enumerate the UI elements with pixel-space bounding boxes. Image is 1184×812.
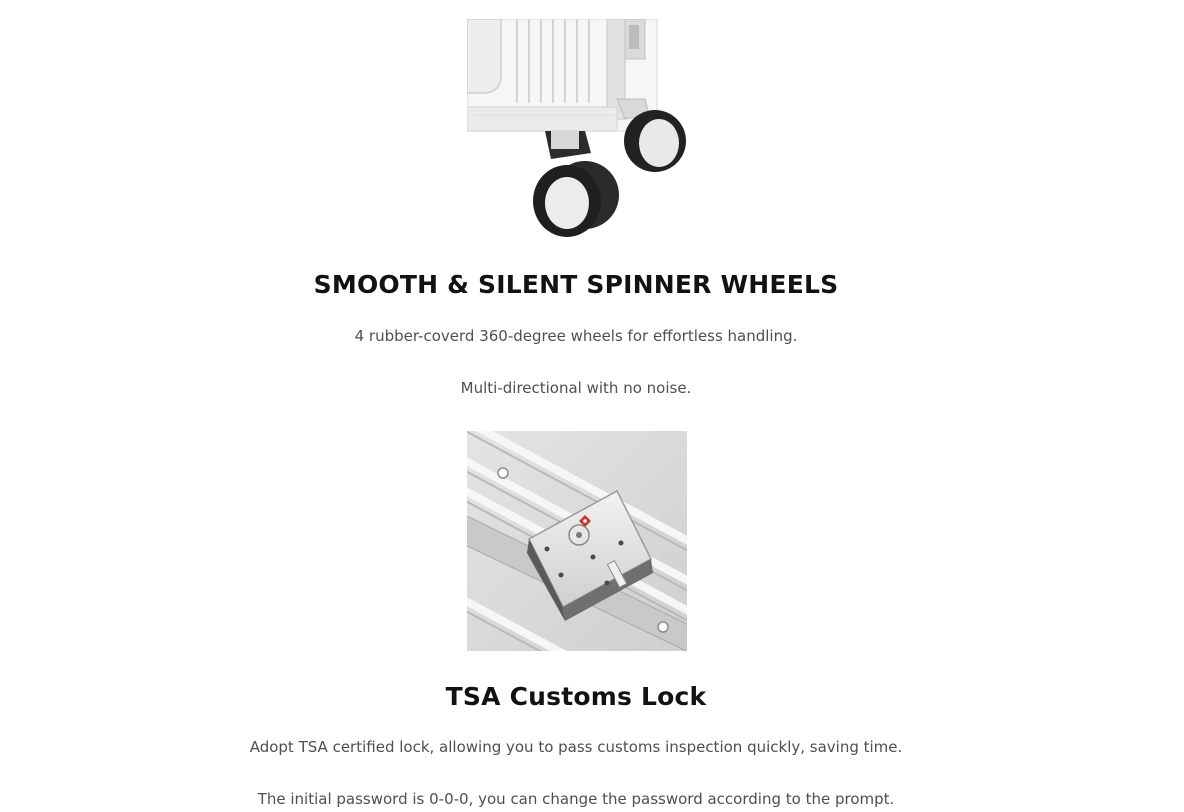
section-description: 4 rubber-coverd 360-degree wheels for effortless handling. xyxy=(354,327,798,345)
section-description: Adopt TSA certified lock, allowing you to pass customs inspection quickly, saving time. xyxy=(249,738,903,756)
section-title-spinner-wheels: SMOOTH & SILENT SPINNER WHEELS xyxy=(313,270,839,299)
spinner-wheels-image xyxy=(467,19,687,239)
luggage-spinner-wheels-icon xyxy=(467,19,687,239)
tsa-lock-icon xyxy=(467,431,687,651)
section-title-tsa-lock: TSA Customs Lock xyxy=(445,682,707,711)
tsa-lock-image xyxy=(467,431,687,651)
section-description: Multi-directional with no noise. xyxy=(460,379,692,397)
section-description: The initial password is 0-0-0, you can change the password according to the prompt. xyxy=(257,790,895,808)
